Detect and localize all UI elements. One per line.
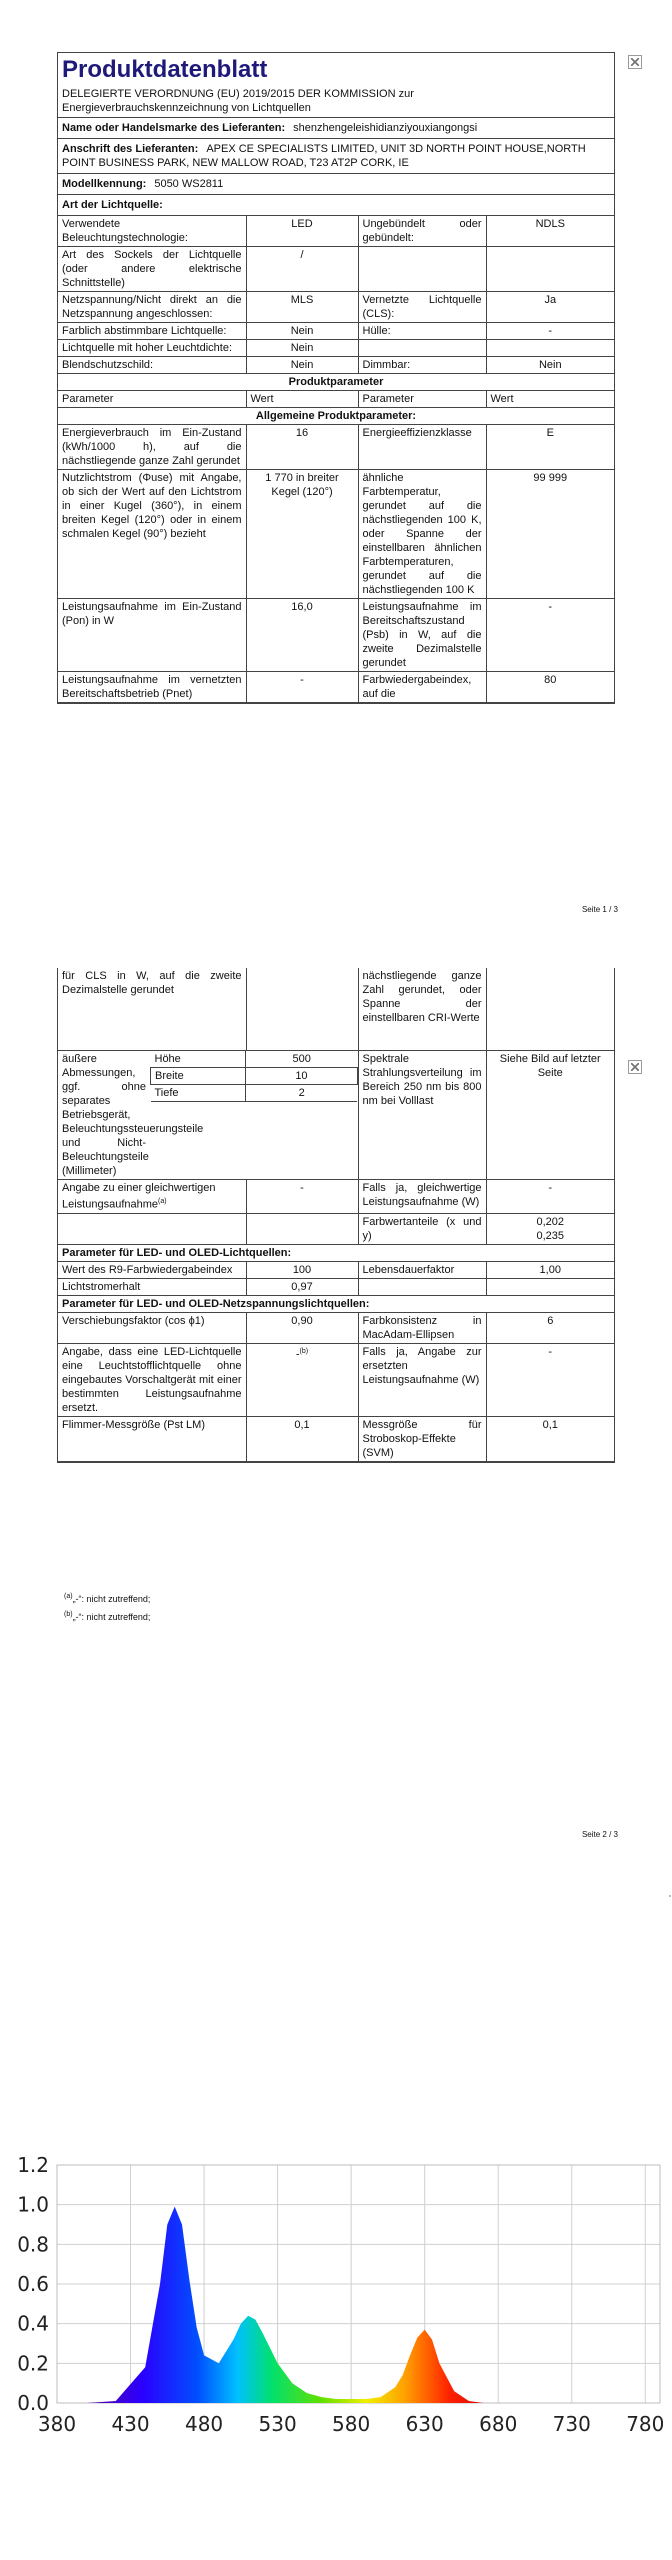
dim-value: 500 bbox=[246, 1051, 357, 1068]
row-value: Nein bbox=[246, 340, 358, 357]
row-value: 0,90 bbox=[246, 1312, 358, 1343]
row-label: Blendschutzschild: bbox=[58, 357, 246, 374]
address-value: APEX CE SPECIALISTS LIMITED, UNIT 3D NORTH POINT HOUSE,NORTH POINT BUSINESS PARK, NEW MALLOW ROAD, T23 AT2P CORK, IE bbox=[62, 143, 586, 169]
page-3 bbox=[0, 2100, 672, 2560]
row-value: Ja bbox=[486, 292, 614, 323]
section-header-row bbox=[58, 374, 614, 391]
table-row bbox=[58, 1312, 614, 1343]
row-value: - bbox=[486, 323, 614, 340]
row-value bbox=[246, 1213, 358, 1244]
row-label: Falls ja, Angabe zur ersetzten Leistungsaufnahme (W) bbox=[358, 1343, 486, 1416]
row-label: Farblich abstimmbare Lichtquelle: bbox=[58, 323, 246, 340]
row-value: 16 bbox=[246, 425, 358, 470]
row-value: Nein bbox=[246, 323, 358, 340]
dimensions-cell bbox=[150, 1051, 358, 1180]
section-header-row bbox=[58, 1244, 614, 1261]
chroma-y: 0,235 bbox=[536, 1229, 565, 1242]
row-value: 80 bbox=[486, 672, 614, 703]
page-1 bbox=[0, 0, 672, 925]
row-label: Ungebündelt oder gebündelt: bbox=[358, 216, 486, 247]
row-label: Lichtstromerhalt bbox=[58, 1278, 246, 1295]
regulation-line-1: DELEGIERTE VERORDNUNG (EU) 2019/2015 DER KOMMISSION zur bbox=[62, 88, 414, 100]
row-label bbox=[358, 340, 486, 357]
row-label: Lebensdauerfaktor bbox=[358, 1261, 486, 1278]
row-label: Spektrale Strahlungsverteilung im Bereich 250 nm bis 800 nm bei Volllast bbox=[358, 1051, 486, 1180]
row-value: 1,00 bbox=[486, 1261, 614, 1278]
row-value: 6 bbox=[486, 1312, 614, 1343]
row-label: ähnliche Farbtemperatur, gerundet auf die nächstliegenden 100 K, oder Spanne der einstellbaren ähnlichen Farbtemperaturen, gerundet auf die nächstliegenden 100 K bbox=[358, 470, 486, 599]
row-label: Farbwertanteile (x und y) bbox=[358, 1213, 486, 1244]
row-label: Energieverbrauch im Ein-Zustand (kWh/1000 h), auf die nächstliegende ganze Zahl gerundet bbox=[58, 425, 246, 470]
x-tick-label: 630 bbox=[405, 2412, 444, 2436]
row-label: Falls ja, gleichwertige Leistungsaufnahme (W) bbox=[358, 1180, 486, 1214]
table-row bbox=[58, 672, 614, 703]
replace-value: - bbox=[295, 1348, 300, 1361]
row-label: Messgröße für Stroboskop-Effekte (SVM) bbox=[358, 1416, 486, 1461]
dim-value: 10 bbox=[246, 1068, 357, 1085]
row-value: NDLS bbox=[486, 216, 614, 247]
row-label: Lichtquelle mit hoher Leuchtdichte: bbox=[58, 340, 246, 357]
page-number: Seite 2 / 3 bbox=[581, 1830, 618, 1839]
table-row bbox=[58, 357, 614, 374]
section-header-row bbox=[58, 408, 614, 425]
brand-value: shenzhengeleishidianziyouxiangongsi bbox=[293, 122, 478, 134]
dim-key: Höhe bbox=[151, 1051, 246, 1068]
row-value: - bbox=[486, 1180, 614, 1214]
brand-label: Name oder Handelsmarke des Lieferanten: bbox=[62, 122, 286, 134]
footnote-text: „-“: nicht zutreffend; bbox=[72, 1612, 151, 1622]
col-param: Parameter bbox=[58, 391, 246, 408]
row-value bbox=[486, 1213, 614, 1244]
row-label: für CLS in W, auf die zweite Dezimalstelle gerundet bbox=[58, 968, 246, 1051]
equiv-label: Angabe zu einer gleichwertigen Leistungsaufnahme bbox=[62, 1182, 216, 1211]
product-params-heading: Produktparameter bbox=[58, 374, 614, 391]
row-label: Vernetzte Lichtquelle (CLS): bbox=[358, 292, 486, 323]
table-row bbox=[58, 340, 614, 357]
footnote-mark: (b) bbox=[299, 1347, 309, 1355]
x-tick-label: 680 bbox=[479, 2412, 518, 2436]
y-tick-label: 1.0 bbox=[17, 2192, 49, 2217]
y-tick-label: 0.0 bbox=[17, 2391, 49, 2415]
page-number: Seite 1 / 3 bbox=[581, 905, 618, 914]
footnote-mark: (b) bbox=[64, 1611, 73, 1618]
dim-key: Tiefe bbox=[151, 1085, 246, 1102]
col-value: Wert bbox=[246, 391, 358, 408]
row-label: Verschiebungsfaktor (cos ϕ1) bbox=[58, 1312, 246, 1343]
dimensions-row bbox=[58, 1051, 614, 1180]
dimensions-label: äußere Abmessungen, ggf. ohne separates Betriebsgerät, Beleuchtungssteuerungsteile und Nicht-Beleuchtungsteile (Millimeter) bbox=[58, 1051, 150, 1180]
row-value: E bbox=[486, 425, 614, 470]
led-mains-heading: Parameter für LED- und OLED-Netzspannungslichtquellen: bbox=[58, 1295, 614, 1312]
table-row bbox=[58, 216, 614, 247]
row-value: LED bbox=[246, 216, 358, 247]
title-block bbox=[58, 53, 614, 118]
footnote-text: „-“: nicht zutreffend; bbox=[72, 1594, 151, 1604]
row-label: Hülle: bbox=[358, 323, 486, 340]
y-tick-label: 0.8 bbox=[17, 2232, 49, 2257]
table-row bbox=[58, 470, 614, 599]
column-header-row bbox=[58, 391, 614, 408]
table-row bbox=[58, 247, 614, 292]
row-label: Dimmbar: bbox=[358, 357, 486, 374]
model-row bbox=[58, 174, 614, 195]
address-row bbox=[58, 139, 614, 174]
row-label: Farbkonsistenz in MacAdam-Ellipsen bbox=[358, 1312, 486, 1343]
section-header-row bbox=[58, 1295, 614, 1312]
row-label bbox=[358, 247, 486, 292]
y-tick-label: 0.4 bbox=[17, 2311, 49, 2336]
row-value: / bbox=[246, 247, 358, 292]
dim-key: Breite bbox=[151, 1068, 246, 1085]
table-row bbox=[58, 1278, 614, 1295]
row-value: - bbox=[486, 1343, 614, 1416]
row-label: Verwendete Beleuchtungstechnologie: bbox=[58, 216, 246, 247]
row-label: Flimmer-Messgröße (Pst LM) bbox=[58, 1416, 246, 1461]
col-value: Wert bbox=[486, 391, 614, 408]
general-params-heading: Allgemeine Produktparameter: bbox=[58, 408, 614, 425]
row-label: Farbwiedergabeindex, auf die bbox=[358, 672, 486, 703]
row-value: - bbox=[246, 1180, 358, 1214]
table-row bbox=[58, 1416, 614, 1461]
row-value: - bbox=[486, 599, 614, 672]
dimensions-table bbox=[150, 1051, 358, 1102]
spectrum-area bbox=[86, 2207, 645, 2403]
row-value: 0,1 bbox=[246, 1416, 358, 1461]
table-row bbox=[58, 425, 614, 470]
spectrum-chart bbox=[0, 2145, 672, 2505]
x-tick-label: 530 bbox=[258, 2412, 297, 2436]
lightsource-table bbox=[58, 216, 614, 703]
brand-row bbox=[58, 118, 614, 139]
row-value: Nein bbox=[486, 357, 614, 374]
footnote-mark: (a) bbox=[64, 1593, 73, 1600]
y-tick-label: 0.6 bbox=[17, 2272, 49, 2296]
footnote-mark: (a) bbox=[158, 1198, 167, 1205]
row-value: Siehe Bild auf letzter Seite bbox=[486, 1051, 614, 1180]
row-value bbox=[246, 1343, 358, 1416]
row-value: 99 999 bbox=[486, 470, 614, 599]
x-tick-label: 430 bbox=[111, 2412, 150, 2436]
row-value: 0,1 bbox=[486, 1416, 614, 1461]
row-label: Leistungsaufnahme im Bereitschaftszustand (Psb) in W, auf die zweite Dezimalstelle gerundet bbox=[358, 599, 486, 672]
table-row bbox=[58, 968, 614, 1051]
row-value bbox=[246, 968, 358, 1051]
resize-corner-icon[interactable] bbox=[628, 1060, 642, 1074]
chroma-x: 0,202 bbox=[536, 1215, 565, 1228]
lighttype-label: Art der Lichtquelle: bbox=[62, 199, 163, 211]
table-row bbox=[58, 323, 614, 340]
model-value: 5050 WS2811 bbox=[154, 178, 224, 190]
dim-value: 2 bbox=[246, 1085, 357, 1102]
row-label: Wert des R9-Farbwiedergabeindex bbox=[58, 1261, 246, 1278]
row-value bbox=[486, 1278, 614, 1295]
y-tick-label: 0.2 bbox=[17, 2351, 49, 2376]
row-label bbox=[58, 1180, 246, 1214]
scroll-mark bbox=[669, 1895, 671, 1897]
row-value: 1 770 in breiter Kegel (120°) bbox=[246, 470, 358, 599]
table-row bbox=[58, 1261, 614, 1278]
row-value: 16,0 bbox=[246, 599, 358, 672]
row-value: MLS bbox=[246, 292, 358, 323]
row-label: Energieeffizienzklasse bbox=[358, 425, 486, 470]
table-row bbox=[58, 1180, 614, 1214]
table-row bbox=[58, 1343, 614, 1416]
row-value: - bbox=[246, 672, 358, 703]
x-tick-label: 730 bbox=[552, 2412, 591, 2436]
row-label: Art des Sockels der Lichtquelle (oder andere elektrische Schnittstelle) bbox=[58, 247, 246, 292]
x-tick-label: 580 bbox=[332, 2412, 371, 2436]
row-label: Leistungsaufnahme im vernetzten Bereitschaftsbetrieb (Pnet) bbox=[58, 672, 246, 703]
row-label: Leistungsaufnahme im Ein-Zustand (Pon) in W bbox=[58, 599, 246, 672]
row-value: 100 bbox=[246, 1261, 358, 1278]
y-tick-labels bbox=[17, 2153, 49, 2415]
x-tick-label: 480 bbox=[184, 2412, 224, 2436]
row-label bbox=[358, 1278, 486, 1295]
table-row bbox=[58, 292, 614, 323]
row-label: Angabe, dass eine LED-Lichtquelle eine Leuchtstofflichtquelle ohne eingebautes Vorschaltgerät mit einer bestimmten Leistungsaufnahme ersetzt. bbox=[58, 1343, 246, 1416]
datasheet-table-page1 bbox=[57, 52, 615, 704]
row-label: Nutzlichtstrom (Φuse) mit Angabe, ob sich der Wert auf den Lichtstrom in einer Kugel (360°), in einem breiten Kegel (120°) oder in einem schmalen Kegel (90°) bezieht bbox=[58, 470, 246, 599]
table-row bbox=[58, 1213, 614, 1244]
row-value: Nein bbox=[246, 357, 358, 374]
row-value: 0,97 bbox=[246, 1278, 358, 1295]
row-value bbox=[486, 340, 614, 357]
datasheet-table-page2 bbox=[57, 968, 615, 1463]
row-label: nächstliegende ganze Zahl gerundet, oder Spanne der einstellbaren CRI-Werte bbox=[358, 968, 486, 1051]
model-label: Modellkennung: bbox=[62, 178, 147, 190]
row-label: Netzspannung/Nicht direkt an die Netzspannung angeschlossen: bbox=[58, 292, 246, 323]
resize-corner-icon[interactable] bbox=[628, 55, 642, 69]
x-tick-labels bbox=[38, 2412, 664, 2436]
row-value bbox=[486, 247, 614, 292]
row-value bbox=[486, 968, 614, 1051]
led-oled-heading: Parameter für LED- und OLED-Lichtquellen: bbox=[58, 1244, 614, 1261]
page-2 bbox=[0, 960, 672, 1880]
lighttype-row bbox=[58, 195, 614, 216]
footnote-a bbox=[64, 1590, 150, 1606]
table-row bbox=[58, 599, 614, 672]
page-title: Produktdatenblatt bbox=[62, 56, 268, 83]
params-table-cont bbox=[58, 968, 614, 1462]
row-label bbox=[58, 1213, 246, 1244]
address-label: Anschrift des Lieferanten: bbox=[62, 143, 199, 155]
regulation-line-2: Energieverbrauchskennzeichnung von Lichtquellen bbox=[62, 102, 311, 114]
col-param: Parameter bbox=[358, 391, 486, 408]
y-tick-label: 1.2 bbox=[17, 2153, 49, 2177]
footnote-b bbox=[64, 1608, 150, 1624]
x-tick-label: 780 bbox=[626, 2412, 665, 2436]
x-tick-label: 380 bbox=[37, 2412, 77, 2436]
